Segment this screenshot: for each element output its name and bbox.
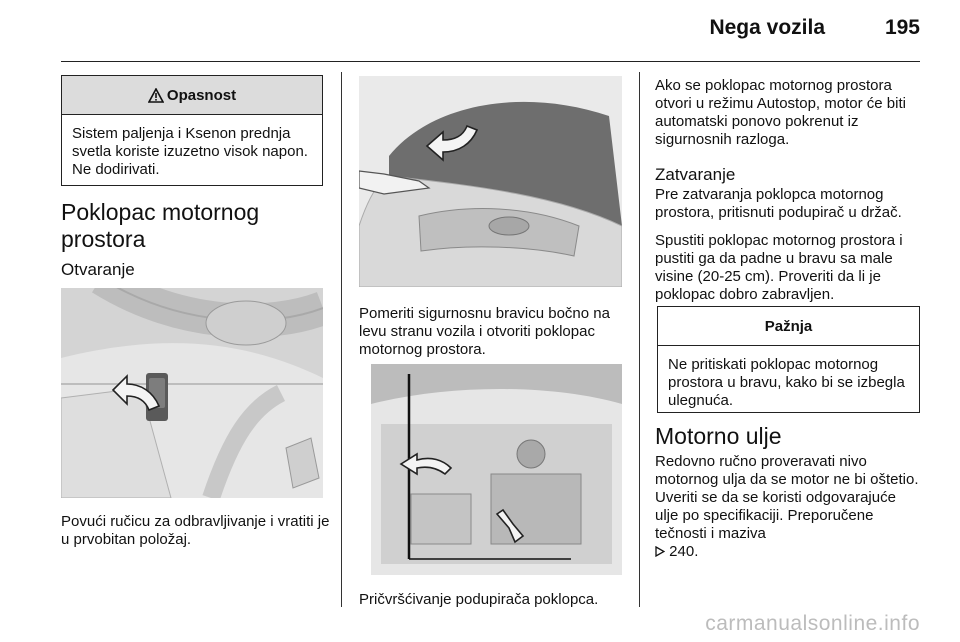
notice-box-text: Ne pritiskati poklopac motornog prostora u bravu, kako bi se izbegla ulegnuća. [668, 356, 905, 409]
danger-box-text: Sistem paljenja i Ksenon prednja svetla koriste izuzetno visok napon. Ne dodirivati. [72, 125, 308, 178]
danger-box-header [62, 76, 322, 115]
caption-release-lever: Povući ručicu za odbravljivanje i vratiti je u prvobitan položaj. [61, 513, 330, 548]
caption-open-hood: Pomeriti sigurnosnu bravicu bočno na levu stranu vozila i otvoriti poklopac motornog prostora. [359, 305, 610, 358]
illustration-release-lever [61, 288, 323, 498]
page-reference-link[interactable]: 240. [669, 543, 699, 560]
subsection-title-closing: Zatvaranje [655, 165, 736, 184]
watermark: carmanualsonline.info [705, 612, 920, 635]
page-number: 195 [884, 16, 920, 39]
autostop-paragraph: Ako se poklopac motornog prostora otvori u režimu Autostop, motor će biti automatski ponovo pokrenut iz sigurnosnih razloga. [655, 77, 906, 148]
notice-box-title: Pažnja [658, 307, 919, 346]
page-header-title: Nega vozila [709, 16, 825, 39]
illustration-hood-prop [371, 364, 622, 575]
notice-box [657, 306, 920, 413]
triangle-right-icon [655, 546, 665, 557]
danger-box [61, 75, 323, 186]
closing-paragraph-1: Pre zatvaranja poklopca motornog prostora, pritisnuti podupirač u držač. [655, 186, 902, 221]
engine-oil-paragraph [655, 453, 923, 561]
caption-hood-prop: Pričvršćivanje podupirača poklopca. [359, 591, 599, 608]
column-separator-1 [341, 72, 342, 607]
header-rule [61, 61, 920, 62]
engine-oil-text: Redovno ručno proveravati nivo motornog ulja da se motor ne bi oštetio. Uveriti se da se koristi odgovarajuće ulje po specifikaciji. Preporučene tečnosti i maziva [655, 453, 919, 542]
warning-triangle-icon [148, 88, 164, 103]
closing-paragraph-2: Spustiti poklopac motornog prostora i pustiti ga da padne u bravu sa male visine (20-25 cm). Proveriti da li je poklopac dobro zabravljen. [655, 232, 903, 303]
section-title-engine-oil: Motorno ulje [655, 423, 782, 449]
illustration-hood-latch [359, 76, 622, 287]
column-separator-2 [639, 72, 640, 607]
section-title-hood: Poklopac motornog prostora [61, 199, 260, 252]
subsection-title-opening: Otvaranje [61, 260, 135, 279]
danger-box-title: Opasnost [166, 86, 237, 104]
